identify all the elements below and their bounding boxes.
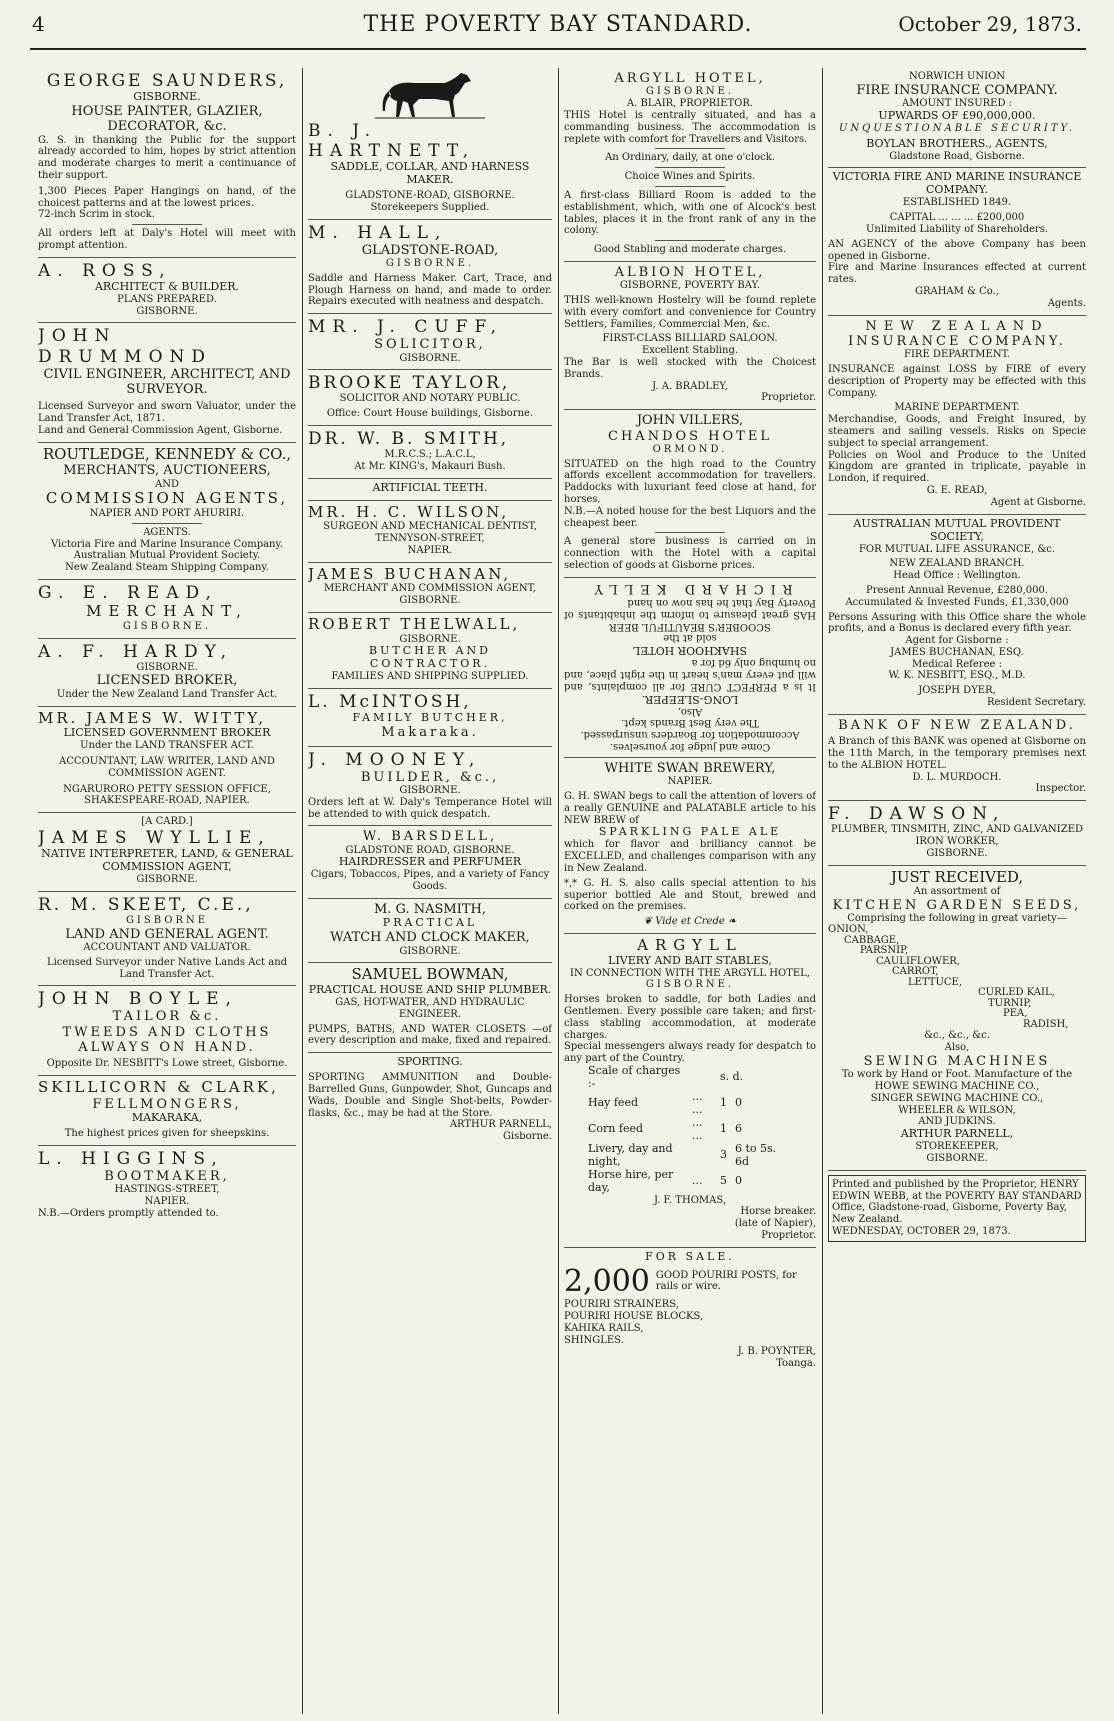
table-row: Hay feed ... ... 1 0 xyxy=(588,1089,742,1116)
ad-l-higgins: L. HIGGINS, BOOTMAKER, HASTINGS-STREET, NAPIER. N.B.—Orders promptly attended to. xyxy=(38,1148,230,1219)
ad-dr-smith: DR. W. B. SMITH, M.R.C.S.; L.A.C.L, At Mr. KING's, Makauri Bush. xyxy=(308,426,552,479)
ad-a-ross: A. ROSS, ARCHITECT & BUILDER. PLANS PREPARED. GISBORNE. xyxy=(38,258,296,324)
column-1 xyxy=(38,68,296,1714)
ad-j-mooney: J. MOONEY, BUILDER, &c., GISBORNE. Orders left at W. Daly's Temperance Hotel will be attended to with quick despatch. xyxy=(308,747,552,827)
horse-illustration xyxy=(375,71,485,119)
ad-albion-hotel: ALBION HOTEL, GISBORNE, POVERTY BAY. THIS well-known Hostelry will be found replete with every comfort and convenience for Country Settlers, Families, Commercial Men, &c. FIRST-CLASS BILLIARD SALOON. Excellent Stabling. The Bar is well stocked with the Choicest Brands. J. A. BRADLEY, Proprietor. xyxy=(564,262,816,410)
ad-chandos-hotel: JOHN VILLERS, CHANDOS HOTEL ORMOND. SITUATED on the high road to the Country affords excellent accommodation for travellers. Paddocks with luxuriant feed close at hand, for horses. N.B.—A noted house for the best Liquors and the cheapest beer. A general store business is carried on in connection with the Hotel with a capital selection of goods at Gisborne prices. xyxy=(564,410,816,578)
ad-victoria-fire: VICTORIA FIRE AND MARINE INSURANCE COMPANY. ESTABLISHED 1849. CAPITAL ... ... ... £200,000 Unlimited Liability of Shareholders. AN AGENCY of the above Company has been opened in Gisborne. Fire and Marine Insurances effected at current rates. GRAHAM & Co., Agents. xyxy=(828,168,1086,315)
ad-norwich-union: NORWICH UNION FIRE INSURANCE COMPANY. AMOUNT INSURED : UPWARDS OF £90,000,000. UNQUESTIONABLE SECURITY. BOYLAN BROTHERS., AGENTS, Gladstone Road, Gisborne. xyxy=(828,68,1086,168)
ad-samuel-bowman: SAMUEL BOWMAN, PRACTICAL HOUSE AND SHIP PLUMBER. GAS, HOT-WATER, AND HYDRAULIC ENGINEER. PUMPS, BATHS, AND WATER CLOSETS —of every description and make, fixed and repaired. xyxy=(308,963,552,1053)
table-row: Corn feed ... ... 1 6 xyxy=(588,1115,742,1142)
ad-g-e-read: G. E. READ, MERCHANT, GISBORNE. xyxy=(38,580,296,639)
column-4 xyxy=(828,68,1086,1714)
inverted-advertisement: Come and judge for yourselves. Accommodation for Boarders unsurpassed. The very Best Brands kept. Also, LONG-SLEEPER. It is a PERFECT CURE for all complaints, and will put every man's heart in the right place, and no humbug only 6d for a SHAKHOOR HOTEL sold at the SCOOBER'S BEAUTIFUL BEER HAS great pleasure to inform the inhabitants of Poverty Bay that he has now on hand RICHARD KELLY xyxy=(564,581,816,752)
ad-mcintosh: L. McINTOSH, FAMILY BUTCHER, Makaraka. xyxy=(308,689,552,746)
ornament-icon: ❧ xyxy=(724,916,737,928)
ad-m-hall: M. HALL, GLADSTONE-ROAD, GISBORNE. Saddle and Harness Maker. Cart, Trace, and Plough Harness on hand, and made to order. Repairs executed with neatness and despatch. xyxy=(308,220,552,315)
ad-w-barsdell: W. BARSDELL, GLADSTONE ROAD, GISBORNE. HAIRDRESSER and PERFUMER Cigars, Tobaccos, Pipes, and a variety of Fancy Goods. xyxy=(308,826,552,899)
issue-date: October 29, 1873. xyxy=(898,12,1082,36)
ad-routledge-kennedy: ROUTLEDGE, KENNEDY & CO., MERCHANTS, AUCTIONEERS, AND COMMISSION AGENTS, NAPIER AND PORT AHURIRI. AGENTS. Victoria Fire and Marine Insurance Company. Australian Mutual Provident Society. New Zealand Steam Shipping Company. xyxy=(38,443,296,580)
ad-bank-of-new-zealand: BANK OF NEW ZEALAND. A Branch of this BANK was opened at Gisborne on the 11th March, in the temporary premises next to the ALBION HOTEL. D. L. MURDOCH. Inspector. xyxy=(828,715,1086,801)
ad-f-dawson: F. DAWSON, PLUMBER, TINSMITH, ZINC, AND GALVANIZED IRON WORKER, GISBORNE. xyxy=(828,801,1086,865)
ad-argyll-hotel: ARGYLL HOTEL, GISBORNE. A. BLAIR, PROPRIETOR. THIS Hotel is centrally situated, and has a commanding business. The accommodation is replete with comfort for Travellers and Visitors. An Ordinary, daily, at one o'clock. Choice Wines and Spirits. A first-class Billiard Room is added to the establishment, which, with one of Alcock's best tables, places it in the front rank of any in the colony. Good Stabling and moderate charges. xyxy=(564,68,816,262)
ad-new-zealand-insurance: NEW ZEALAND INSURANCE COMPANY. FIRE DEPARTMENT. INSURANCE against LOSS by FIRE of every description of Property may be effected with this Company. MARINE DEPARTMENT. Merchandise, Goods, and Freight Insured, by steamers and sailing vessels. Risks on Specie subject to special arrangement. Policies on Wool and Produce to the United Kingdom are granted in triplicate, payable in London, if required. G. E. READ, Agent at Gisborne. xyxy=(828,316,1086,515)
ad-arthur-parnell: JUST RECEIVED, An assortment of KITCHEN GARDEN SEEDS, Comprising the following in great variety— ONION, CABBAGE, PARSNIP, CAULIFLOWER, CARROT, LETTUCE, CURLED KAIL, TURNIP, PEA, RADISH, &c., &c., &c. Also, SEWING MACHINES To work by Hand or Foot. Manufacture of the HOWE SEWING MACHINE CO., SINGER SEWING MACHINE CO., WHEELER & WILSON, AND JUDKINS. ARTHUR PARNELL, STOREKEEPER, GISBORNE. xyxy=(828,866,1086,1171)
ad-john-boyle: JOHN BOYLE, TAILOR &c. TWEEDS AND CLOTHS ALWAYS ON HAND. Opposite Dr. NESBITT's Lowe street, Gisborne. xyxy=(38,986,296,1076)
table-row: Horse hire, per day, ... 5 0 xyxy=(588,1167,742,1194)
ad-robert-thelwall: ROBERT THELWALL, GISBORNE. BUTCHER AND CONTRACTOR. FAMILIES AND SHIPPING SUPPLIED. xyxy=(308,613,552,689)
ad-argyll-livery: ARGYLL LIVERY AND BAIT STABLES, IN CONNECTION WITH THE ARGYLL HOTEL, GISBORNE. Horses broken to saddle, for both Ladies and Gentlemen. Every possible care taken; and first-class stabling accommodation, at moderate charges. Special messengers always ready for despatch to any part of the Country. Scale of charges :- s. d. Hay feed ... ... 1 0 Corn feed ... ... 1 6 Livery, day and night, 3 6 to 5s. 6d Horse hire, per day, ... 5 0 J. F. THOMAS, Horse breaker. (late of Napier), Proprietor. xyxy=(564,934,816,1248)
ornament-icon: ❦ xyxy=(643,916,656,928)
column-2 xyxy=(308,68,552,1714)
ad-james-wyllie: [A CARD.] JAMES WYLLIE, NATIVE INTERPRETER, LAND, & GENERAL COMMISSION AGENT, GISBORNE. xyxy=(38,813,296,892)
ad-h-c-wilson: MR. H. C. WILSON, SURGEON AND MECHANICAL DENTIST, TENNYSON-STREET, NAPIER. xyxy=(308,501,552,563)
ad-hartnett: B. J. HARTNETT, SADDLE, COLLAR, AND HARNESS MAKER. GLADSTONE-ROAD, GISBORNE. Storekeepers Supplied. xyxy=(308,68,552,220)
masthead xyxy=(30,8,1086,50)
ad-m-g-nasmith: M. G. NASMITH, PRACTICAL WATCH AND CLOCK MAKER, GISBORNE. xyxy=(308,899,552,963)
page-number: 4 xyxy=(32,12,45,36)
ad-james-buchanan: JAMES BUCHANAN, MERCHANT AND COMMISSION AGENT, GISBORNE. xyxy=(308,563,552,613)
ad-for-sale: FOR SALE. 2,000 GOOD POURIRI POSTS, for rails or wire. POURIRI STRAINERS, POURIRI HOUSE BLOCKS, KAHIKA RAILS, SHINGLES. J. B. POYNTER, Toanga. xyxy=(564,1249,816,1370)
ad-sporting: SPORTING. SPORTING AMMUNITION and Double-Barrelled Guns, Gunpowder, Shot, Guncaps and Wads, Double and Single Shot-belts, Powder-flasks, &c., may be had at the Store. ARTHUR PARNELL, Gisborne. xyxy=(308,1055,552,1143)
ad-james-witty: MR. JAMES W. WITTY, LICENSED GOVERNMENT BROKER Under the LAND TRANSFER ACT. ACCOUNTANT, LAW WRITER, LAND AND COMMISSION AGENT. NGARURORO PETTY SESSION OFFICE, SHAKESPEARE-ROAD, NAPIER. xyxy=(38,707,296,814)
ad-white-swan-brewery: WHITE SWAN BREWERY, NAPIER. G. H. SWAN begs to call the attention of lovers of a really GENUINE and PALATABLE article to his NEW BREW of SPARKLING PALE ALE which for flavor and brilliancy cannot be EXCELLED, and challenges comparison with any in New Zealand. *,* G. H. S. also calls special attention to his superior bottled Ale and Stout, brewed and corked on the premises. ❦ Vide et Crede ❧ xyxy=(564,758,816,934)
column-3 xyxy=(564,68,816,1714)
table-row: Livery, day and night, 3 6 to 5s. 6d xyxy=(588,1141,777,1168)
seed-list: ONION, CABBAGE, PARSNIP, CAULIFLOWER, CARROT, LETTUCE, CURLED KAIL, TURNIP, PEA, RADISH, xyxy=(828,924,1069,1030)
ad-george-saunders: GEORGE SAUNDERS, GISBORNE. HOUSE PAINTER, GLAZIER, DECORATOR, &c. G. S. in thanking the Public for the support already accorded to him, hopes by strict attention and moderate charges to merit a continuance of their support. 1,300 Pieces Paper Hangings on hand, of the choicest patterns and at the lowest prices. 72-inch Scrim in stock. All orders left at Daly's Hotel will meet with prompt attention. xyxy=(38,68,296,258)
ad-r-m-skeet: R. M. SKEET, C.E., GISBORNE LAND AND GENERAL AGENT. ACCOUNTANT AND VALUATOR. Licensed Surveyor under Native Lands Act and Land Transfer Act. xyxy=(38,892,296,987)
ad-john-drummond: JOHN DRUMMOND CIVIL ENGINEER, ARCHITECT, AND SURVEYOR. Licensed Surveyor and sworn Valuator, under the Land Transfer Act, 1871. Land and General Commission Agent, Gisborne. xyxy=(38,323,296,442)
imprint: Printed and published by the Proprietor, HENRY EDWIN WEBB, at the POVERTY BAY STANDARD Office, Gladstone-road, Gisborne, Poverty Bay, New Zealand. WEDNESDAY, OCTOBER 29, 1873. xyxy=(828,1175,1086,1242)
ad-brooke-taylor: BROOKE TAYLOR, SOLICITOR AND NOTARY PUBLIC. Office: Court House buildings, Gisborne. xyxy=(308,370,552,426)
ad-artificial-teeth: ARTIFICIAL TEETH. xyxy=(308,479,552,501)
charges-table: Scale of charges :- s. d. Hay feed ... ... 1 0 Corn feed ... ... 1 6 Livery, day and night, 3 6 to 5s. 6d Horse hire, per day, ... 5 0 xyxy=(584,1065,784,1195)
newspaper-title: THE POVERTY BAY STANDARD. xyxy=(363,12,753,37)
ad-skillicorn-clark: SKILLICORN & CLARK, FELLMONGERS, MAKARAKA, The highest prices given for sheepskins. xyxy=(38,1076,296,1146)
ad-richard-kelly-inverted xyxy=(564,578,816,758)
ad-j-cuff: MR. J. CUFF, SOLICITOR, GISBORNE. xyxy=(308,314,552,370)
ad-a-f-hardy: A. F. HARDY, GISBORNE. LICENSED BROKER, Under the New Zealand Land Transfer Act. xyxy=(38,639,296,707)
ad-amp-society: AUSTRALIAN MUTUAL PROVIDENT SOCIETY, FOR MUTUAL LIFE ASSURANCE, &c. NEW ZEALAND BRANCH. Head Office : Wellington. Present Annual Revenue, £280,000. Accumulated & Invested Funds, £1,330,000 Persons Assuring with this Office share the whole profits, and a Bonus is declared every fifth year. Agent for Gisborne : JAMES BUCHANAN, ESQ. Medical Referee : W. K. NESBITT, ESQ., M.D. JOSEPH DYER, Resident Secretary. xyxy=(828,515,1086,715)
